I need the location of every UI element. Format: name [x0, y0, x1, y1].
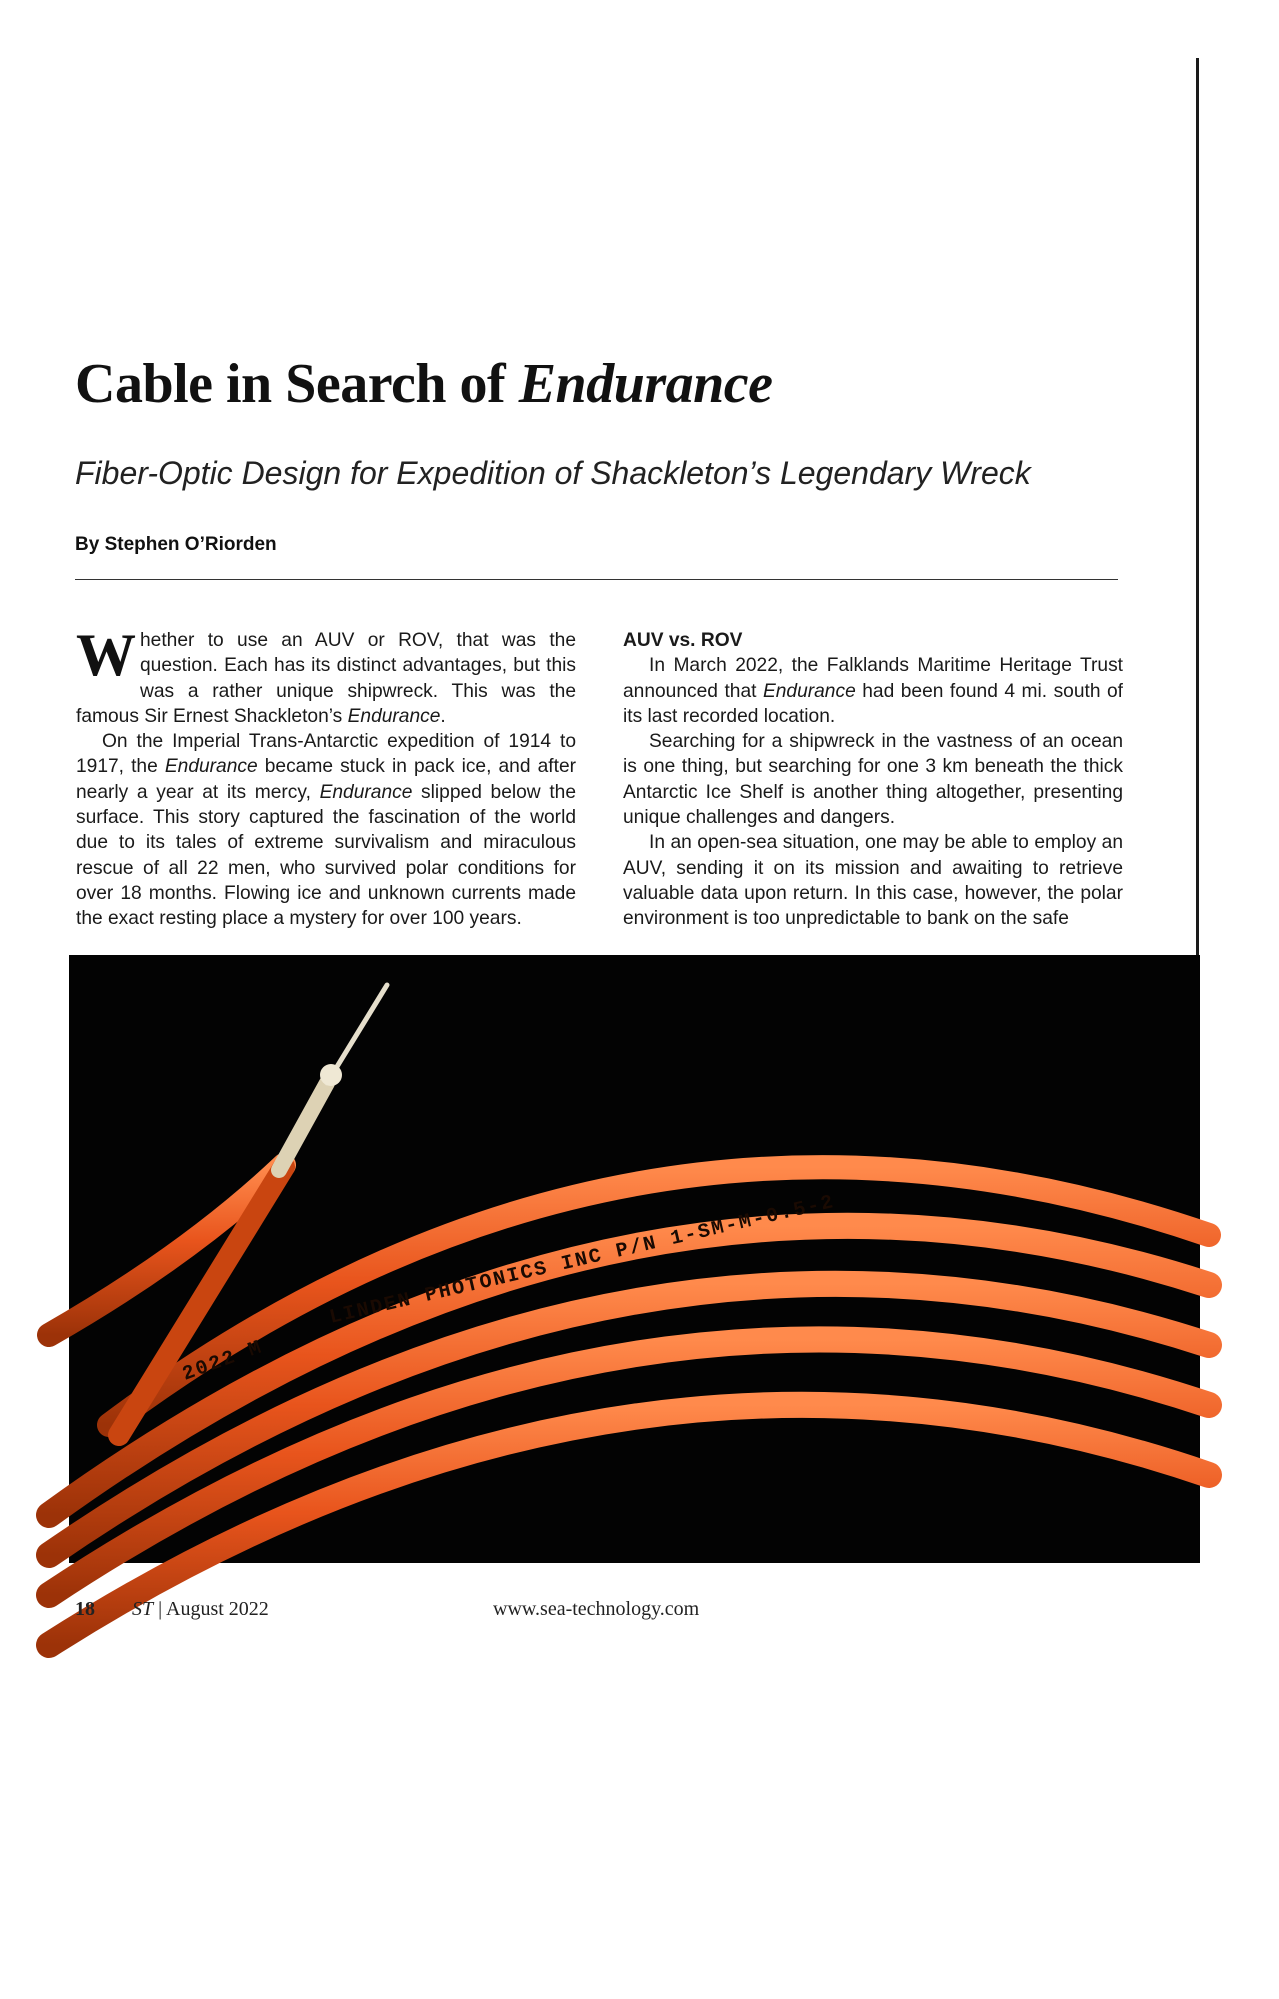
page-number: 18: [75, 1598, 95, 1620]
publication-issue: ST | August 2022: [132, 1598, 269, 1620]
article-subtitle: Fiber-Optic Design for Expedition of Shackleton’s Legendary Wreck: [75, 455, 1031, 491]
fiber-optic-cable-illustration: [69, 955, 1200, 1563]
header-divider: [75, 579, 1118, 580]
section-heading: AUV vs. ROV: [623, 630, 743, 651]
open-sea-paragraph: In an open-sea situation, one may be able to employ an AUV, sending it on its mission and awaiting to retrieve valuable data upon return. In this case, however, the polar environment is too unpredictable to bank on the safe: [623, 832, 1123, 930]
braid-tuft: [320, 1064, 342, 1086]
challenge-paragraph: Searching for a shipwreck in the vastness of an ocean is one thing, but searching for one 3 km beneath the thick Antarctic Ice Shelf is another thing altogether, presenting unique challenges and dangers.: [623, 731, 1123, 829]
cable-print-year: 2022 M: [179, 1336, 267, 1387]
body-column-left: [76, 622, 577, 932]
drop-cap: W: [76, 622, 136, 688]
history-paragraph: On the Imperial Trans-Antarctic expedition of 1914 to 1917, the Endurance became stuck in pack ice, and after nearly a year at its mercy, Endurance slipped below the surface. This story captured the fascination of the world due to its tales of extreme survivalism and miraculous rescue of all 22 men, who survived polar conditions for over 18 months. Flowing ice and unknown currents made the exact resting place a mystery for over 100 years.: [76, 731, 577, 930]
cable-print-maker: LINDEN PHOTONICS INC P/N 1-SM-M-0.5-2: [327, 1190, 838, 1330]
intro-paragraph: Whether to use an AUV or ROV, that was the question. Each has its distinct advantages, but this was a rather unique shipwreck. This was the famous Sir Ernest Shackleton’s Endurance.: [76, 622, 576, 727]
byline: By Stephen O’Riorden: [75, 534, 277, 555]
article-title: Cable in Search of Endurance: [75, 353, 773, 415]
body-column-right: [623, 628, 1123, 932]
website-url: www.sea-technology.com: [493, 1598, 700, 1620]
photo-caption: Single-mode, one-chan cable. (Top right) Braidi: [1079, 1956, 1249, 1997]
discovery-paragraph: In March 2022, the Falklands Maritime Heritage Trust announced that Endurance had been found 4 mi. south of its last recorded location.: [623, 655, 1124, 727]
